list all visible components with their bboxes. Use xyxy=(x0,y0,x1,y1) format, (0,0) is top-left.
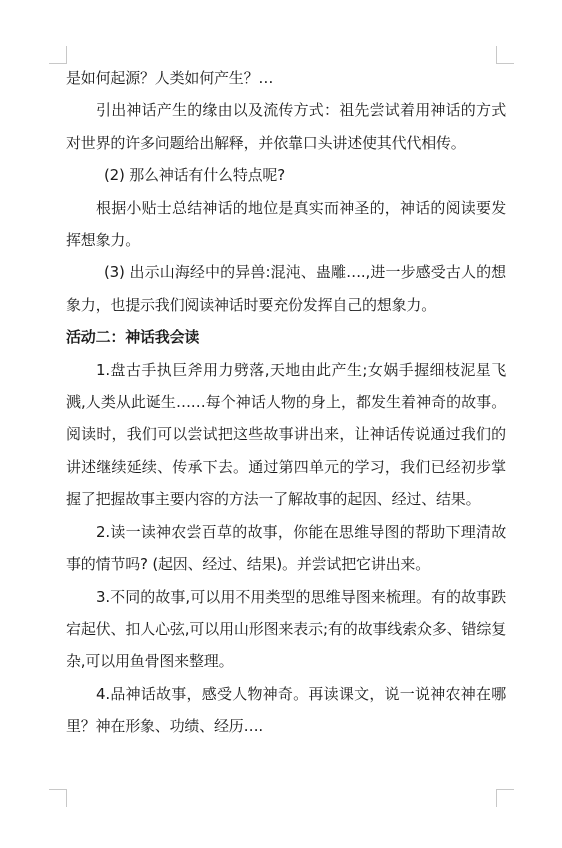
paragraph-myth-origin: 引出神话产生的缘由以及流传方式：祖先尝试着用神话的方式对世界的许多问题给出解释，并依靠口头讲述使其代代相传。 xyxy=(66,101,506,152)
paragraph-item-1: 1.盘古手执巨斧用力劈落,天地由此产生;女娲手握细枝泥星飞溅,人类从此诞生……每个神话人物的身上，都发生着神奇的故事。阅读时，我们可以尝试把这些故事讲出来，让神话传说通过我们的讲述继续延续、传承下去。通过第四单元的学习，我们已经初步掌握了把握故事主要内容的方法一了解故事的起因、经过、结果。 xyxy=(66,360,506,509)
paragraph-item-3: 3.不同的故事,可以用不用类型的思维导图来梳理。有的故事跌宕起伏、扣人心弦,可以用山形图来表示;有的故事线索众多、错综复杂,可以用鱼骨图来整理。 xyxy=(66,587,506,671)
crop-mark-bottom-right xyxy=(496,789,514,807)
paragraph-myth-features: 根据小贴士总结神话的地位是真实而神圣的，神话的阅读要发挥想象力。 xyxy=(66,198,506,250)
crop-mark-bottom-left xyxy=(49,789,67,807)
paragraph-continuation: 是如何起源？人类如何产生？… xyxy=(66,69,274,87)
section-heading-activity-2: 活动二：神话我会读 xyxy=(66,328,200,347)
document-body xyxy=(66,62,506,743)
paragraph-item-2: 2.读一读神农尝百草的故事，你能在思维导图的帮助下理清故事的情节吗? (起因、经过、结果)。并尝试把它讲出来。 xyxy=(66,522,506,574)
paragraph-question-2: (2) 那么神话有什么特点呢? xyxy=(104,166,285,185)
crop-mark-top-left xyxy=(49,46,67,64)
paragraph-question-3: (3) 出示山海经中的异兽:混沌、蛊雕….,进一步感受古人的想象力，也提示我们阅读神话时要充份发挥自己的想象力。 xyxy=(66,263,506,314)
paragraph-item-4: 4.品神话故事，感受人物神奇。再读课文，说一说神农神在哪里？神在形象、功绩、经历…. xyxy=(66,684,506,736)
